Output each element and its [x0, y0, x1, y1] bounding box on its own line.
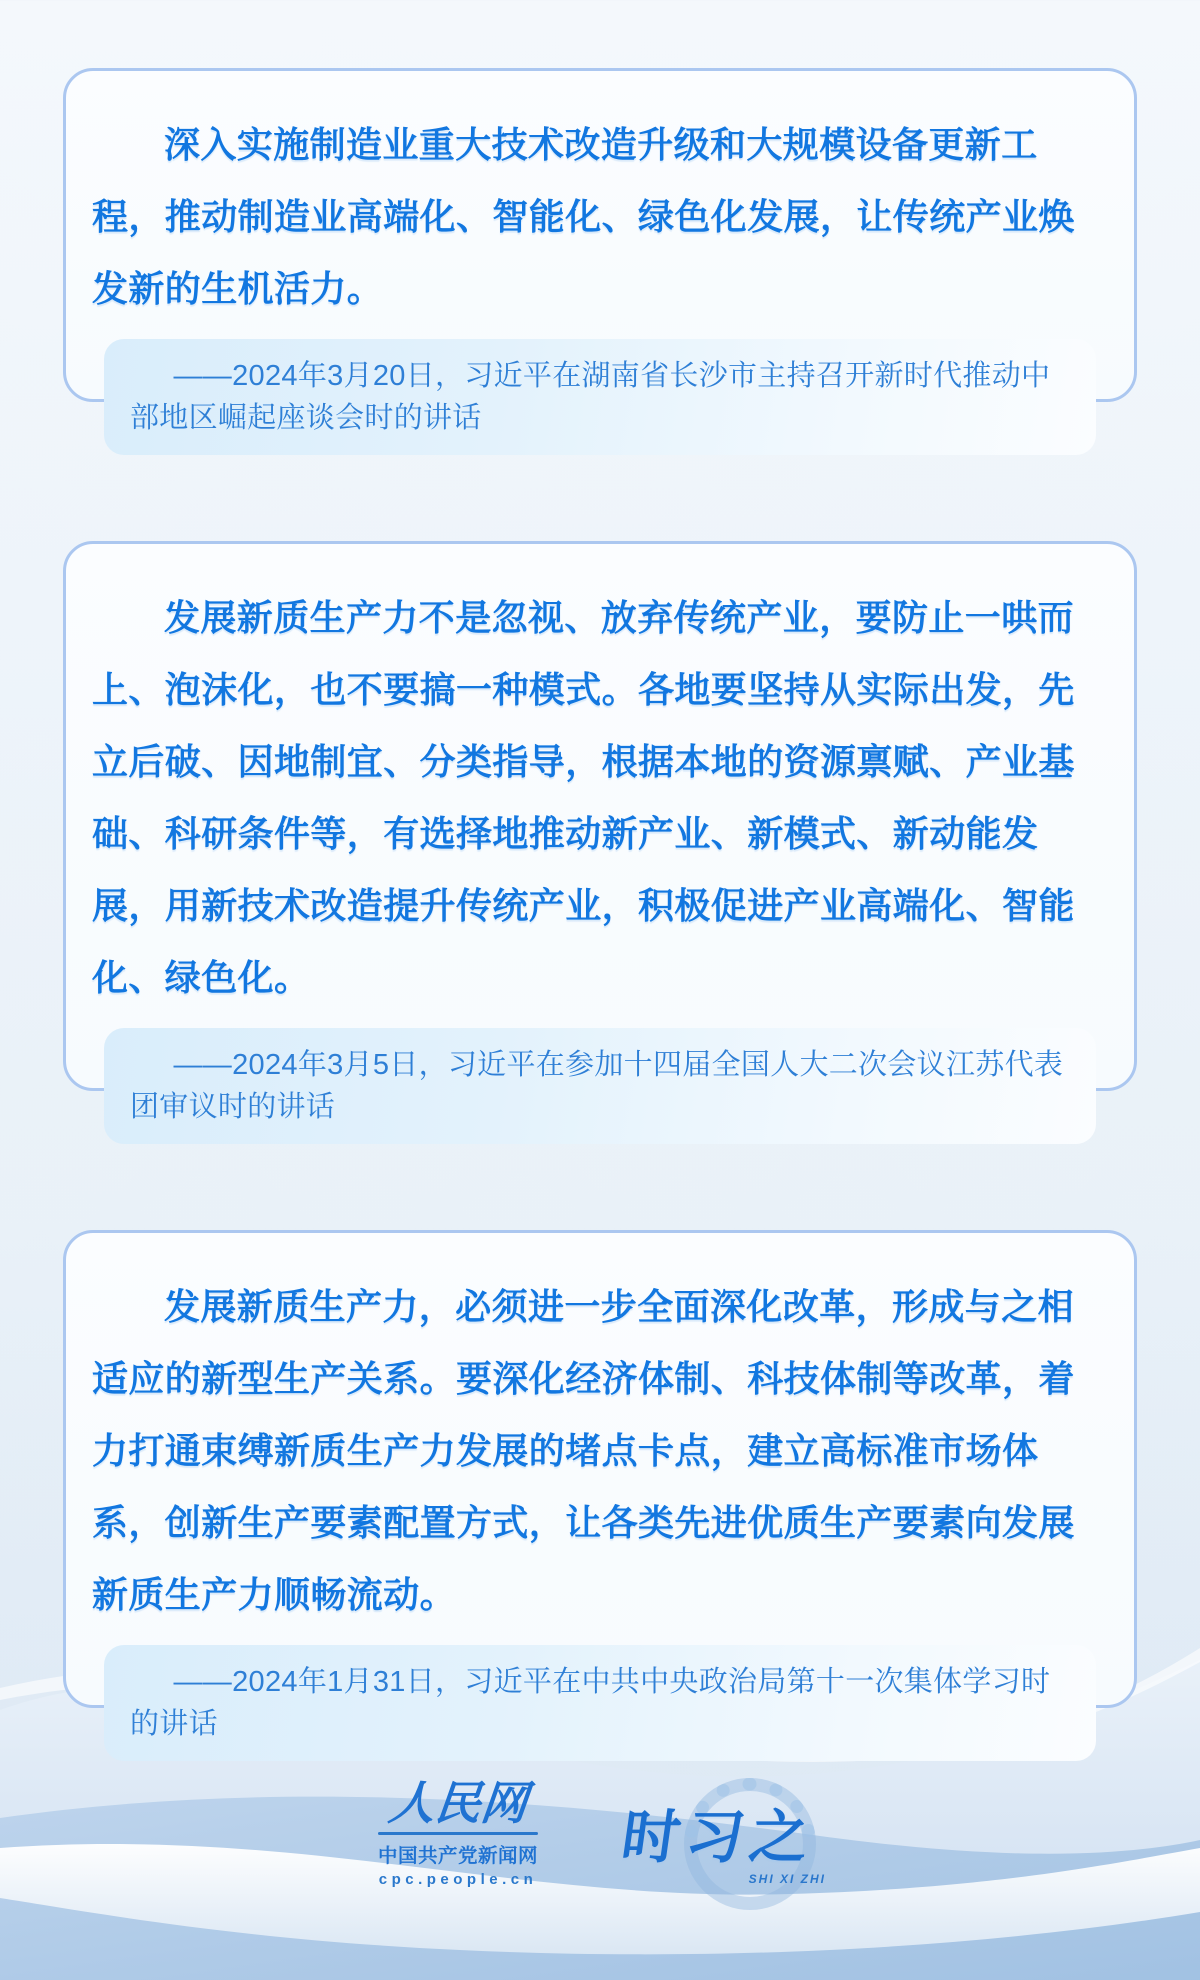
people-daily-logo — [378, 1778, 538, 1888]
quote-text: 深入实施制造业重大技术改造升级和大规模设备更新工程，推动制造业高端化、智能化、绿色化发展，让传统产业焕发新的生机活力。 — [92, 124, 1075, 309]
quote-attribution-text: ——2024年1月31日，习近平在中共中央政治局第十一次集体学习时的讲话 — [130, 1666, 1051, 1740]
quote-attribution-badge — [104, 1028, 1096, 1144]
quote-card — [63, 1230, 1137, 1740]
quote-attribution-badge — [104, 1645, 1096, 1761]
quote-text: 发展新质生产力不是忽视、放弃传统产业，要防止一哄而上、泡沫化，也不要搞一种模式。各地要坚持从实际出发，先立后破、因地制宜、分类指导，根据本地的资源禀赋、产业基础、科研条件等，有选择地推动新产业、新模式、新动能发展，用新技术改造提升传统产业，积极促进产业高端化、智能化、绿色化。 — [92, 597, 1075, 998]
quote-card — [63, 541, 1137, 1123]
quote-attribution-text: ——2024年3月20日，习近平在湖南省长沙市主持召开新时代推动中部地区崛起座谈会时的讲话 — [130, 360, 1051, 434]
quote-attribution-badge — [104, 339, 1096, 455]
quote-attribution-text: ——2024年3月5日，习近平在参加十四届全国人大二次会议江苏代表团审议时的讲话 — [130, 1049, 1064, 1123]
quote-card — [63, 68, 1137, 434]
footer — [5, 1778, 1200, 1908]
quote-text: 发展新质生产力，必须进一步全面深化改革，形成与之相适应的新型生产关系。要深化经济体制、科技体制等改革，着力打通束缚新质生产力发展的堵点卡点，建立高标准市场体系，创新生产要素配置方式，让各类先进优质生产要素向发展新质生产力顺畅流动。 — [92, 1286, 1075, 1615]
logo-divider-rule — [378, 1832, 538, 1835]
cpc-news-site-name: 中国共产党新闻网 — [378, 1845, 539, 1867]
people-daily-script-icon: 人民网 — [386, 1776, 530, 1830]
shixizhi-latin-caption: SHI XI ZHI — [748, 1872, 826, 1886]
shixizhi-logo — [617, 1778, 832, 1908]
shixizhi-wordmark: 时习之 — [617, 1805, 819, 1870]
cpc-news-site-url: cpc.people.cn — [378, 1871, 538, 1888]
